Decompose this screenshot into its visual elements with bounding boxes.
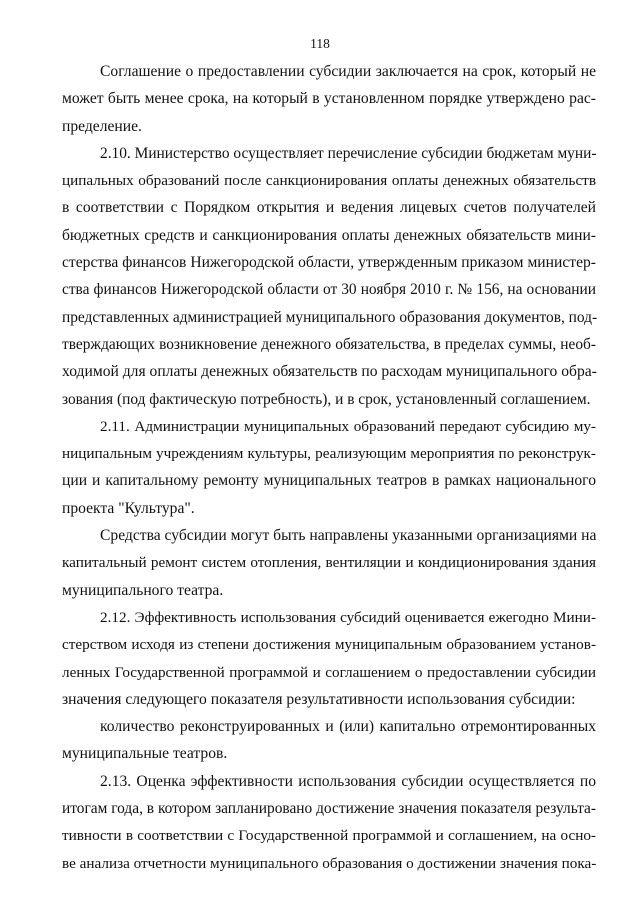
text-line: стерства финансов Нижегородской области, утвержденным приказом министер- — [62, 254, 596, 272]
text-line: представленных администрацией муниципального образования документов, под- — [62, 308, 598, 326]
text-line: ве анализа отчетности муниципального образования о достижении значения пока- — [62, 854, 597, 872]
text-line: значения следующего показателя результативности использования субсидии: — [62, 690, 576, 708]
text-line: зования (под фактическую потребность), и в срок, установленный соглашением. — [62, 390, 591, 408]
text-line: 2.13. Оценка эффективности использования субсидии осуществляется по — [100, 772, 596, 790]
text-line: капитальный ремонт систем отопления, вентиляции и кондиционирования здания — [62, 554, 596, 572]
text-line: 2.10. Министерство осуществляет перечисление субсидии бюджетам муни- — [100, 144, 597, 162]
text-line: итогам года, в котором запланировано достижение значения показателя результа- — [62, 800, 596, 818]
document-body — [62, 58, 596, 877]
text-line: Соглашение о предоставлении субсидии заключается на срок, который не — [100, 63, 596, 80]
text-line: тивности в соответствии с Государственной программой и соглашением, на осно- — [62, 827, 596, 845]
text-line: количество реконструированных и (или) капитально отремонтированных — [100, 718, 596, 736]
text-line: ходимой для оплаты денежных обязательств по расходам муниципального обра- — [62, 363, 597, 381]
text-line: стерством исходя из степени достижения муниципальным образованием установ- — [62, 636, 596, 654]
text-line: может быть менее срока, на который в установленном порядке утверждено рас- — [62, 90, 596, 108]
text-line: бюджетных средств и санкционирования оплаты денежных обязательств мини- — [62, 226, 596, 244]
text-line: муниципальные театров. — [62, 745, 228, 763]
text-line: пределение. — [62, 117, 142, 135]
page-number: 118 — [310, 36, 330, 51]
text-line: ниципальным учреждениям культуры, реализующим мероприятия по реконструк- — [62, 445, 596, 463]
text-line: ства финансов Нижегородской области от 30 ноября 2010 г. № 156, на основании — [62, 281, 596, 299]
text-line: 2.11. Администрации муниципальных образований передают субсидию му- — [100, 417, 596, 435]
text-line: ципальных образований после санкционирования оплаты денежных обязательств — [62, 172, 596, 190]
text-line: ции и капитальному ремонту муниципальных театров в рамках национального — [62, 472, 596, 490]
text-line: Средства субсидии могут быть направлены указанными организациями на — [100, 527, 597, 545]
text-line: ленных Государственной программой и соглашением о предоставлении субсидии — [62, 663, 596, 681]
text-line: 2.12. Эффективность использования субсидий оценивается ежегодно Мини- — [100, 608, 596, 626]
text-line: в соответствии с Порядком открытия и ведения лицевых счетов получателей — [62, 199, 596, 217]
text-line: муниципального театра. — [62, 581, 224, 599]
text-line: тверждающих возникновение денежного обязательства, в пределах суммы, необ- — [62, 335, 596, 353]
text-line: проекта "Культура". — [62, 499, 195, 517]
